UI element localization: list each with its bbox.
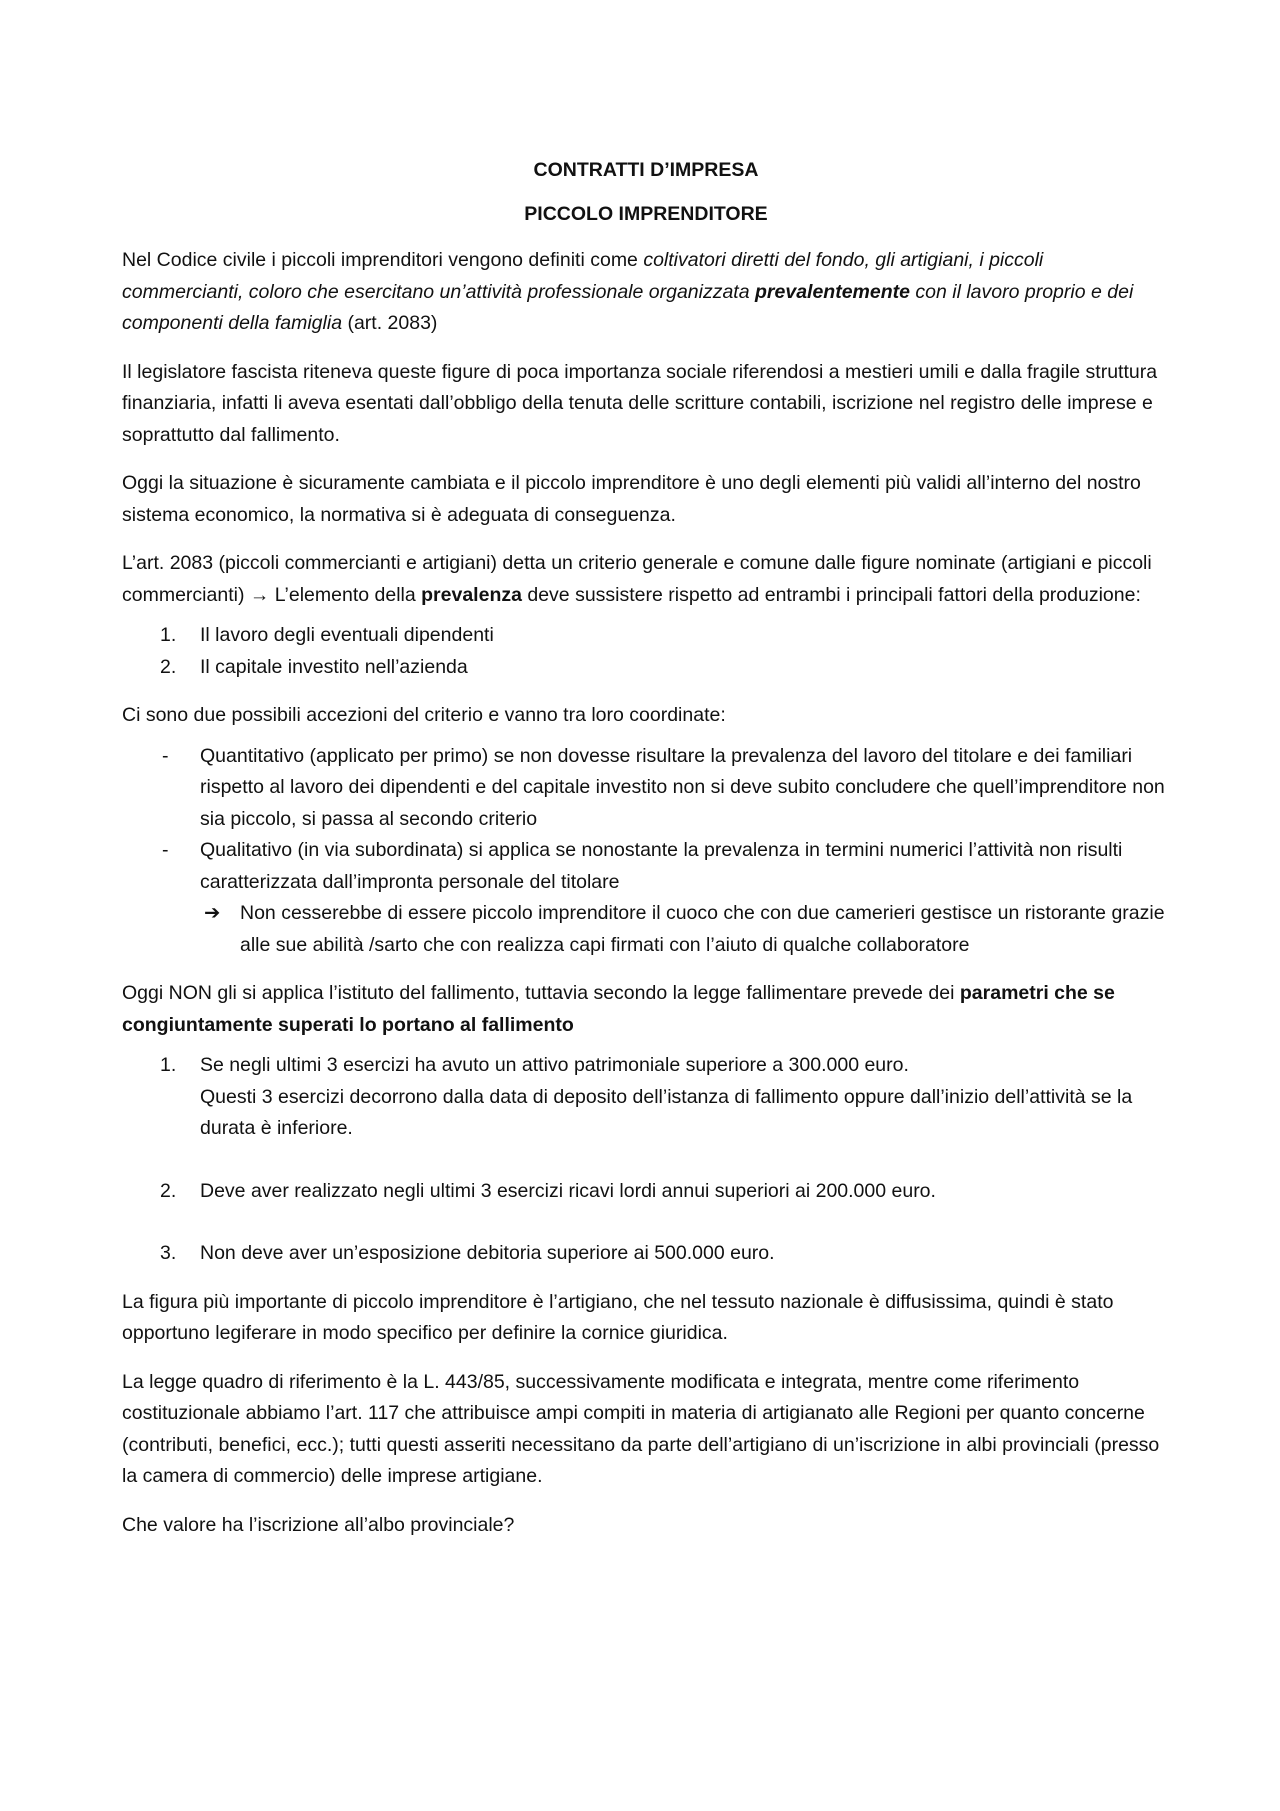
paragraph-history: Il legislatore fascista riteneva queste figure di poca importanza sociale riferendosi a mestieri umili e dalla fragile struttura finanziaria, infatti li aveva esentati dall’obbligo della tenuta delle scritture contabili, iscrizione nel registro delle imprese e soprattutto dal fallimento. [122,360,1158,446]
list-item [122,1050,1170,1145]
list-item-text: Quantitativo (applicato per primo) se non dovesse risultare la prevalenza del lavoro del titolare e dei familiari rispetto al lavoro dei dipendenti e del capitale investito non si deve subito concludere che quell’imprenditore non sia piccolo, si passa al secondo criterio [200,744,1165,830]
list-number: 3. [160,1242,177,1264]
list-number: 1. [160,624,177,646]
list-item-text: Non cesserebbe di essere piccolo imprenditore il cuoco che con due camerieri gestisce un ristorante grazie alle sue abilità /sarto che con realizza capi firmati con l’aiuto di qualche collaboratore [240,902,1165,956]
fallimento-text: Oggi NON gli si applica l’istituto del fallimento, tuttavia secondo la legge fallimentare prevede dei [122,982,960,1004]
paragraph-fallimento [122,978,1170,1041]
list-item [122,1238,1170,1270]
criteria-list [122,741,1170,962]
list-item [122,620,1170,652]
paragraph-definition [122,245,1170,340]
definition-intro: Nel Codice civile i piccoli imprenditori vengono definiti come [122,249,644,271]
list-item [122,835,1170,898]
list-item-text-continued: Questi 3 esercizi decorrono dalla data di deposito dell’istanza di fallimento oppure dall’inizio dell’attività se la durata è inferiore. [200,1085,1133,1139]
paragraph-criterion [122,548,1170,611]
list-item [122,1176,1170,1208]
paragraph-legge-quadro: La legge quadro di riferimento è la L. 443/85, successivamente modificata e integrata, mentre come riferimento costituzionale abbiamo l’art. 117 che attribuisce ampi compiti in materia di artigianato alle Regioni per quanto concerne (contributi, benefici, ecc.); tutti questi asseriti necessitano da parte dell’artigiano di un’iscrizione in albi provinciali (presso la camera di commercio) delle imprese artigiane. [122,1370,1160,1487]
list-item-text: Non deve aver un’esposizione debitoria superiore ai 500.000 euro. [200,1242,775,1264]
factors-list [122,620,1170,683]
paragraph-artigiano: La figura più importante di piccolo imprenditore è l’artigiano, che nel tessuto nazionale è diffusissima, quindi è stato opportuno legiferare in modo specifico per definire la cornice giuridica. [122,1290,1114,1344]
list-item-text: Qualitativo (in via subordinata) si applica se nonostante la prevalenza in termini numerici l’attività non risulti caratterizzata dall’impronta personale del titolare [200,839,1123,893]
document-title: CONTRATTI D’IMPRESA [533,159,759,181]
list-item-text: Se negli ultimi 3 esercizi ha avuto un attivo patrimoniale superiore a 300.000 euro. [200,1054,909,1076]
arrow-right-icon: → [249,583,270,606]
definition-keyword: prevalentemente [755,280,910,303]
definition-reference: (art. 2083) [342,312,438,334]
list-number: 1. [160,1054,177,1076]
section-title: PICCOLO IMPRENDITORE [524,203,768,225]
list-item-text: Il capitale investito nell’azienda [200,655,468,678]
criterion-text-3: deve sussistere rispetto ad entrambi i principali fattori della produzione: [521,583,1141,606]
definition-quote: coltivatori diretti del fondo, gli artigiani, i piccoli commercianti, coloro che esercitano un’attività professionale organizzata [122,249,1044,303]
criterion-text-2: L’elemento della [269,583,422,606]
paragraph-today: Oggi la situazione è sicuramente cambiata e il piccolo imprenditore è uno degli elementi più validi all’interno del nostro sistema economico, la normativa si è adeguata di conseguenza. [122,472,1141,526]
list-item-text: Deve aver realizzato negli ultimi 3 esercizi ricavi lordi annui superiori ai 200.000 euro. [200,1179,936,1202]
criterion-keyword: prevalenza [421,583,522,606]
list-dash: - [162,744,169,767]
list-item-text: Il lavoro degli eventuali dipendenti [200,624,494,646]
paragraph-question: Che valore ha l’iscrizione all’albo provinciale? [122,1513,515,1536]
arrow-bullet-icon: ➔ [204,902,221,924]
list-number: 2. [160,655,177,678]
parameters-list [122,1050,1170,1270]
list-item [122,652,1170,684]
fallimento-keyword: parametri che se congiuntamente superati lo portano al fallimento [122,982,1115,1036]
definition-quote-end: con il lavoro proprio e dei componenti della famiglia [122,280,1134,334]
list-item-example [122,898,1170,961]
criterion-text: L’art. 2083 (piccoli commercianti e artigiani) detta un criterio generale e comune dalle figure nominate (artigiani e piccoli commercianti) [122,552,1152,606]
list-number: 2. [160,1179,177,1202]
paragraph-accezioni: Ci sono due possibili accezioni del criterio e vanno tra loro coordinate: [122,704,726,726]
list-dash: - [162,839,169,861]
list-item [122,741,1170,836]
